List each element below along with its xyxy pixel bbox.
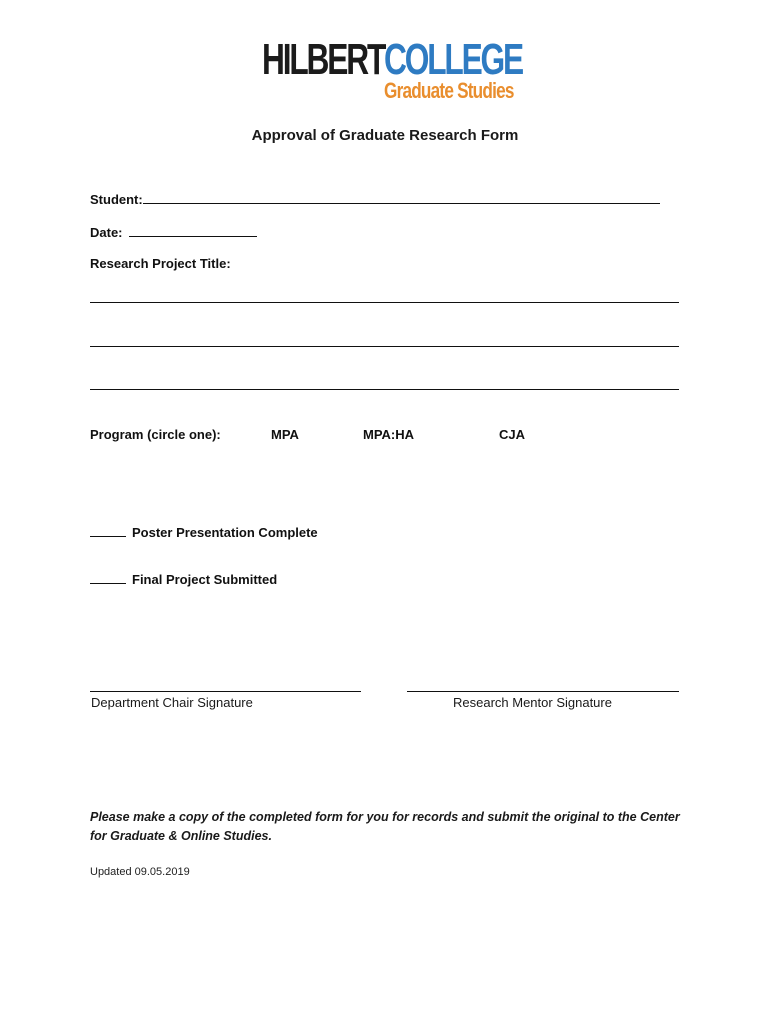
checklist-item-poster: [90, 524, 318, 540]
poster-check-label: Poster Presentation Complete: [132, 525, 318, 540]
student-field: [90, 191, 660, 207]
research-title-label: Research Project Title:: [90, 256, 231, 271]
research-mentor-signature-line[interactable]: [407, 691, 679, 692]
student-blank[interactable]: [143, 191, 660, 204]
date-field: [90, 224, 257, 240]
program-option-mpa[interactable]: MPA: [271, 427, 299, 442]
research-title-line-2[interactable]: [90, 346, 679, 347]
program-label: Program (circle one):: [90, 427, 221, 442]
poster-check-blank[interactable]: [90, 524, 126, 537]
research-title-line-1[interactable]: [90, 302, 679, 303]
logo-word-college: COLLEGE: [384, 35, 523, 84]
form-title: Approval of Graduate Research Form: [251, 127, 519, 144]
logo-word-hilbert: HILBERT: [262, 35, 385, 84]
date-label: Date:: [90, 225, 123, 240]
final-project-check-label: Final Project Submitted: [132, 572, 278, 587]
program-option-mpa-ha[interactable]: MPA:HA: [363, 427, 415, 442]
updated-date: Updated 09.05.2019: [90, 866, 190, 878]
student-label: Student:: [90, 192, 143, 207]
department-chair-signature-label: Department Chair Signature: [91, 695, 253, 710]
program-option-cja[interactable]: CJA: [499, 427, 526, 442]
final-project-check-blank[interactable]: [90, 571, 126, 584]
hilbert-college-logo: [262, 35, 523, 104]
checklist-item-final-project: [90, 571, 277, 587]
date-blank[interactable]: [129, 224, 257, 237]
research-mentor-signature-label: Research Mentor Signature: [453, 695, 612, 710]
research-title-line-3[interactable]: [90, 389, 679, 390]
submission-instructions: Please make a copy of the completed form for you for records and submit the original to the Center for Graduate & Online Studies.: [90, 810, 680, 843]
department-chair-signature-line[interactable]: [90, 691, 361, 692]
logo-subtitle: Graduate Studies: [384, 78, 514, 103]
